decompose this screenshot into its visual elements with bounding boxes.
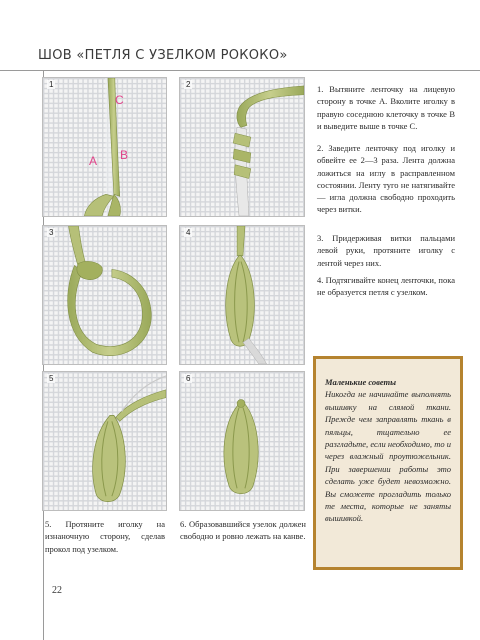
photo-step-5 (42, 371, 167, 511)
point-label-a: A (89, 154, 98, 168)
photo-number: 2 (186, 80, 191, 89)
page-title: ШОВ «ПЕТЛЯ С УЗЕЛКОМ РОКОКО» (38, 48, 288, 63)
step-text-3: 3. Придерживая витки пальцами левой руки, протяните иголку с лентой через них. (317, 233, 455, 268)
point-label-c: C (115, 93, 124, 107)
photo-step-1 (42, 77, 167, 217)
photo-step-3 (42, 225, 167, 365)
photo-step-4 (179, 225, 305, 365)
step-text-2: 2. Заведите ленточку под иголку и обвейте ее 2—3 раза. Лента должна ложиться на иглу в расправленном состоянии. Ленту туго не натягивайте — игла должна свободно проходить через витки. (317, 143, 455, 215)
tips-title: Маленькие советы (325, 377, 397, 387)
photo-number: 3 (49, 228, 54, 237)
tips-text: Никогда не начинайте выполнять вышивку на слямой ткани. Прежде чем заправлять ткань в пяльцы, тщательно ее разгладьте, если необходимо, то и через влажный проутюжельник. При завершении работы это сделать уже будет невозможно. Вы сможете прогладить только те места, которые не заняты вышивкой. (325, 389, 451, 524)
point-label-b: B (120, 148, 129, 162)
photo-number: 1 (49, 80, 54, 89)
tips-box (313, 356, 463, 570)
photo-number: 4 (186, 228, 191, 237)
photo-number: 6 (186, 374, 191, 383)
step-text-1: 1. Вытяните ленточку на лицевую сторону в точке A. Вколите иголку в правую соседнюю клеточку в точке B и выведите выше в точке C. (317, 84, 455, 131)
step-text-6: 6. Образовавшийся узелок должен свободно и ровно лежать на канве. (180, 519, 306, 542)
step-text-5: 5. Протяните иголку на изнаночную сторону, сделав прокол под узелком. (45, 519, 165, 554)
page-number: 22 (52, 585, 62, 596)
photo-step-2 (179, 77, 305, 217)
step-text-4: 4. Подтягивайте конец ленточки, пока не образуется петля с узелком. (317, 275, 455, 298)
photo-number: 5 (49, 374, 54, 383)
photo-step-6 (179, 371, 305, 511)
title-rule (0, 70, 480, 71)
